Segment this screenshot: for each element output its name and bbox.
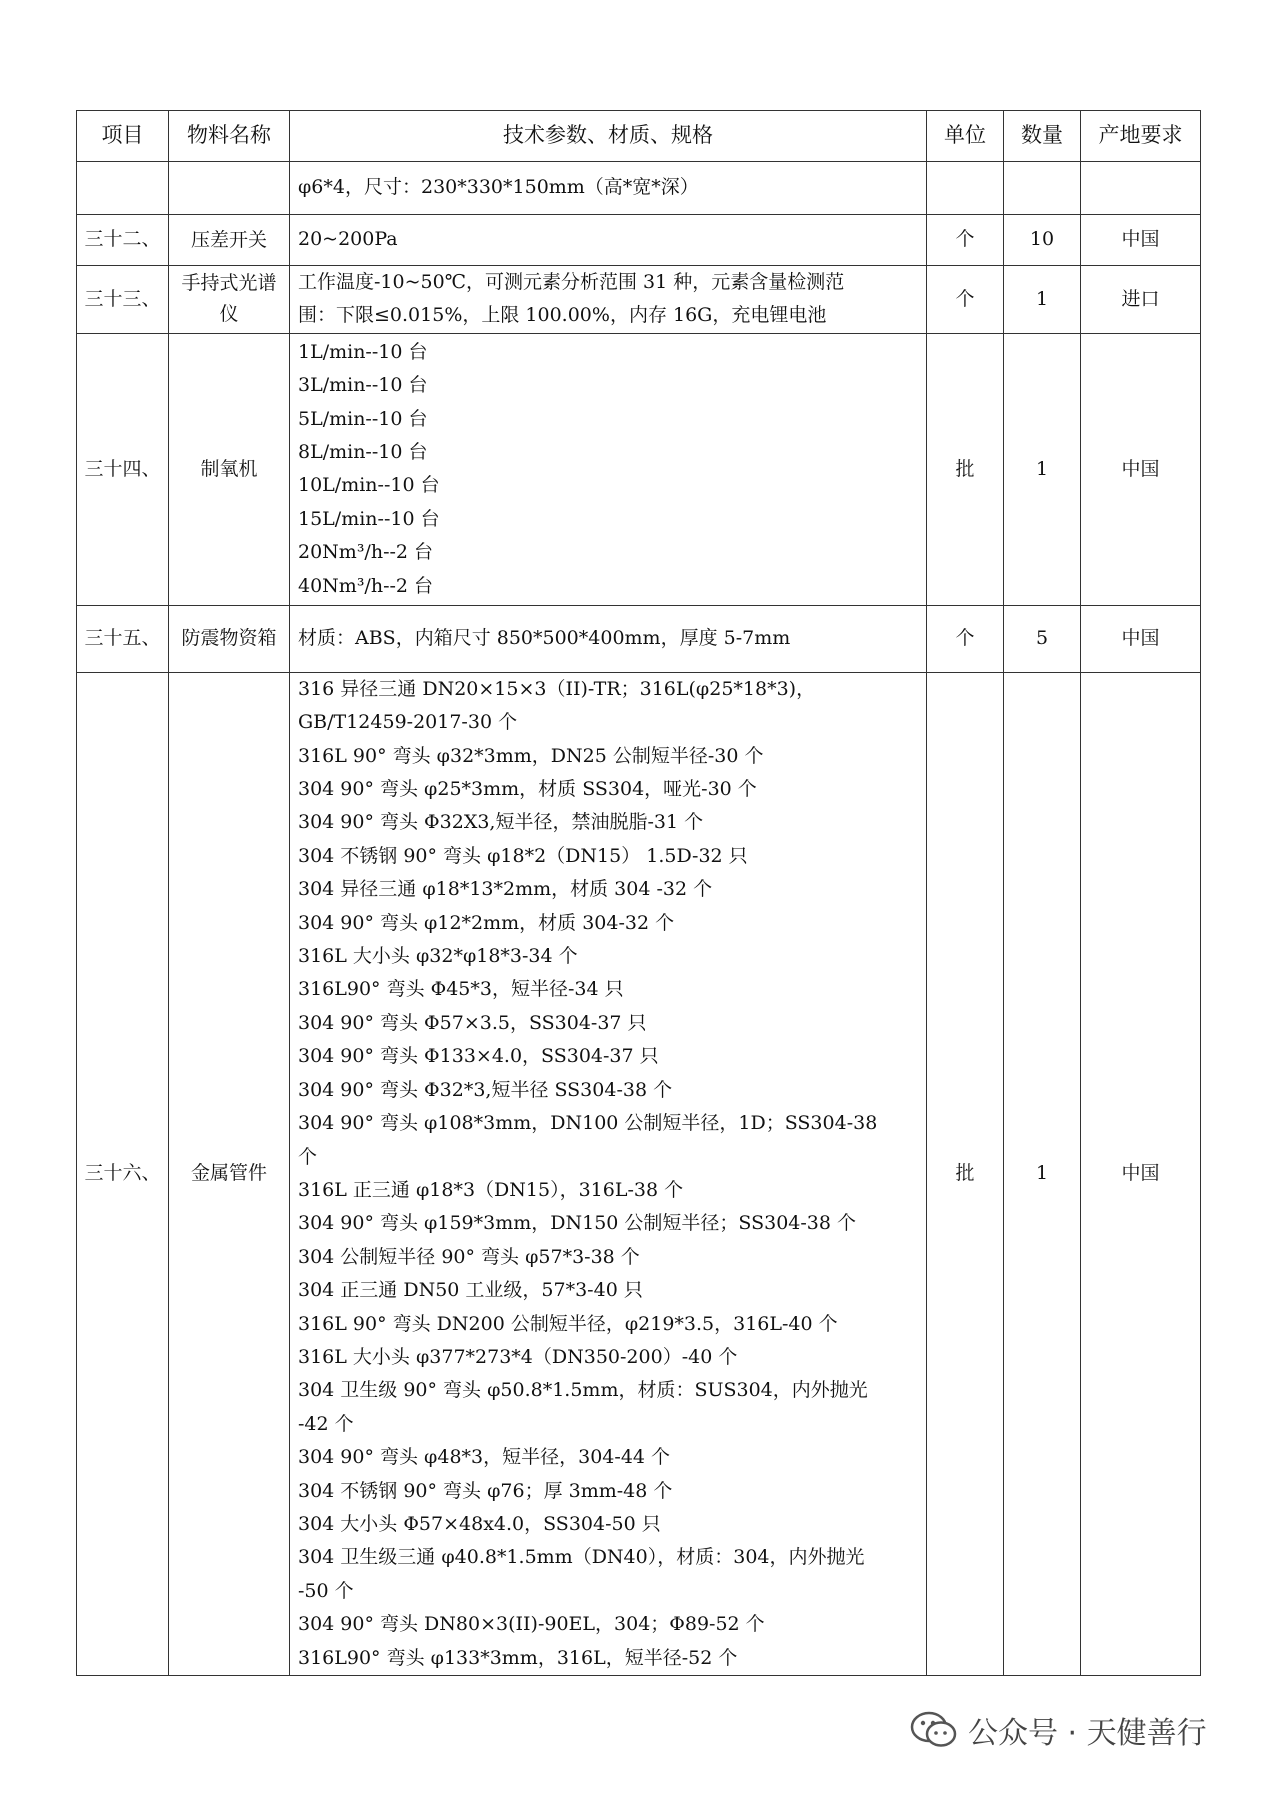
spec-line: 40Nm³/h--2 台: [298, 574, 434, 597]
table-header-row: [77, 111, 1201, 162]
cell-name: [169, 162, 290, 215]
materials-table: [76, 110, 1201, 1676]
cell-qty: 1: [1004, 266, 1081, 334]
cell-origin: [1081, 162, 1201, 215]
spec-line: 316L90° 弯头 Φ45*3，短半径-34 只: [298, 978, 624, 1001]
spec-line: 304 大小头 Φ57×48x4.0，SS304-50 只: [298, 1512, 661, 1535]
spec-line: 304 90° 弯头 φ48*3，短半径，304-44 个: [298, 1446, 671, 1469]
cell-origin: 中国: [1081, 333, 1201, 605]
spec-line: 围：下限≤0.015%，上限 100.00%，内存 16G，充电锂电池: [298, 304, 827, 327]
cell-origin: 中国: [1081, 672, 1201, 1675]
table-row: [77, 215, 1201, 266]
spec-line: 20~200Pa: [298, 228, 398, 251]
spec-line: 316L 大小头 φ32*φ18*3-34 个: [298, 945, 578, 968]
cell-project: 三十四、: [77, 333, 169, 605]
spec-line: φ6*4，尺寸：230*330*150mm（高*宽*深）: [298, 176, 699, 199]
cell-project: 三十五、: [77, 605, 169, 672]
table-row: [77, 162, 1201, 215]
cell-origin: 进口: [1081, 266, 1201, 334]
spec-line: 304 90° 弯头 φ25*3mm，材质 SS304，哑光-30 个: [298, 778, 757, 801]
cell-spec: [290, 266, 927, 334]
cell-spec: [290, 605, 927, 672]
cell-unit: 个: [927, 266, 1004, 334]
wechat-icon: [910, 1710, 958, 1750]
cell-qty: 10: [1004, 215, 1081, 266]
spec-line: 个: [298, 1145, 318, 1168]
cell-qty: 1: [1004, 672, 1081, 1675]
spec-line: 304 90° 弯头 φ159*3mm，DN150 公制短半径；SS304-38 个: [298, 1212, 857, 1235]
cell-project: 三十二、: [77, 215, 169, 266]
spec-line: 316 异径三通 DN20×15×3（II)-TR；316L(φ25*18*3)，: [298, 677, 816, 700]
spec-line: 316L 大小头 φ377*273*4（DN350-200）-40 个: [298, 1345, 738, 1368]
header-origin: 产地要求: [1081, 111, 1201, 162]
spec-line: -42 个: [298, 1412, 354, 1435]
cell-qty: [1004, 162, 1081, 215]
spec-line: 316L 正三通 φ18*3（DN15），316L-38 个: [298, 1178, 684, 1201]
spec-line: 3L/min--10 台: [298, 374, 428, 397]
header-spec: 技术参数、材质、规格: [290, 111, 927, 162]
spec-line: -50 个: [298, 1579, 354, 1602]
spec-line: 5L/min--10 台: [298, 407, 428, 430]
spec-line: 304 不锈钢 90° 弯头 φ18*2（DN15） 1.5D-32 只: [298, 844, 748, 867]
spec-line: 304 90° 弯头 Φ57×3.5，SS304-37 只: [298, 1011, 647, 1034]
cell-unit: 批: [927, 672, 1004, 1675]
cell-name: 手持式光谱仪: [169, 266, 290, 334]
cell-unit: 批: [927, 333, 1004, 605]
cell-name: 压差开关: [169, 215, 290, 266]
cell-project: [77, 162, 169, 215]
cell-qty: 5: [1004, 605, 1081, 672]
header-qty: 数量: [1004, 111, 1081, 162]
spec-line: 304 90° 弯头 φ12*2mm，材质 304-32 个: [298, 911, 675, 934]
spec-line: 304 卫生级 90° 弯头 φ50.8*1.5mm，材质：SUS304，内外抛光: [298, 1379, 868, 1402]
spec-line: 316L 90° 弯头 φ32*3mm，DN25 公制短半径-30 个: [298, 744, 764, 767]
header-project: 项目: [77, 111, 169, 162]
cell-unit: 个: [927, 605, 1004, 672]
spec-line: 1L/min--10 台: [298, 340, 428, 363]
spec-line: GB/T12459-2017-30 个: [298, 711, 518, 734]
table-body: [77, 162, 1201, 1676]
cell-qty: 1: [1004, 333, 1081, 605]
spec-line: 316L 90° 弯头 DN200 公制短半径，φ219*3.5，316L-40 个: [298, 1312, 838, 1335]
cell-name: 金属管件: [169, 672, 290, 1675]
cell-project: 三十六、: [77, 672, 169, 1675]
table-row: [77, 333, 1201, 605]
spec-line: 316L90° 弯头 φ133*3mm，316L，短半径-52 个: [298, 1646, 738, 1669]
spec-line: 304 正三通 DN50 工业级，57*3-40 只: [298, 1279, 643, 1302]
spec-line: 工作温度-10~50℃，可测元素分析范围 31 种，元素含量检测范: [298, 271, 845, 293]
spec-line: 304 不锈钢 90° 弯头 φ76；厚 3mm-48 个: [298, 1479, 673, 1502]
spec-line: 304 90° 弯头 DN80×3(II)-90EL，304；Φ89-52 个: [298, 1613, 765, 1636]
table-row: [77, 266, 1201, 334]
cell-spec: [290, 215, 927, 266]
spec-line: 304 90° 弯头 φ108*3mm，DN100 公制短半径，1D；SS304-38: [298, 1112, 878, 1135]
header-name: 物料名称: [169, 111, 290, 162]
cell-spec: [290, 162, 927, 215]
table-row: [77, 672, 1201, 1675]
cell-origin: 中国: [1081, 215, 1201, 266]
spec-line: 304 卫生级三通 φ40.8*1.5mm（DN40），材质：304，内外抛光: [298, 1546, 865, 1569]
spec-line: 20Nm³/h--2 台: [298, 541, 434, 564]
cell-origin: 中国: [1081, 605, 1201, 672]
spec-line: 304 公制短半径 90° 弯头 φ57*3-38 个: [298, 1245, 640, 1268]
cell-name: 防震物资箱: [169, 605, 290, 672]
spec-line: 304 90° 弯头 Φ32X3,短半径，禁油脱脂-31 个: [298, 811, 704, 834]
spec-line: 8L/min--10 台: [298, 440, 428, 463]
table-row: [77, 605, 1201, 672]
watermark-text: 公众号 · 天健善行: [968, 1716, 1207, 1751]
spec-line: 10L/min--10 台: [298, 474, 440, 497]
cell-spec: [290, 333, 927, 605]
cell-name: 制氧机: [169, 333, 290, 605]
cell-project: 三十三、: [77, 266, 169, 334]
cell-unit: [927, 162, 1004, 215]
spec-line: 15L/min--10 台: [298, 507, 440, 530]
spec-line: 304 90° 弯头 Φ32*3,短半径 SS304-38 个: [298, 1078, 673, 1101]
spec-line: 304 异径三通 φ18*13*2mm，材质 304 -32 个: [298, 878, 713, 901]
spec-line: 材质：ABS，内箱尺寸 850*500*400mm，厚度 5-7mm: [298, 627, 791, 650]
cell-unit: 个: [927, 215, 1004, 266]
header-unit: 单位: [927, 111, 1004, 162]
watermark: [910, 1708, 1207, 1752]
cell-spec: [290, 672, 927, 1675]
spec-line: 304 90° 弯头 Φ133×4.0，SS304-37 只: [298, 1045, 659, 1068]
